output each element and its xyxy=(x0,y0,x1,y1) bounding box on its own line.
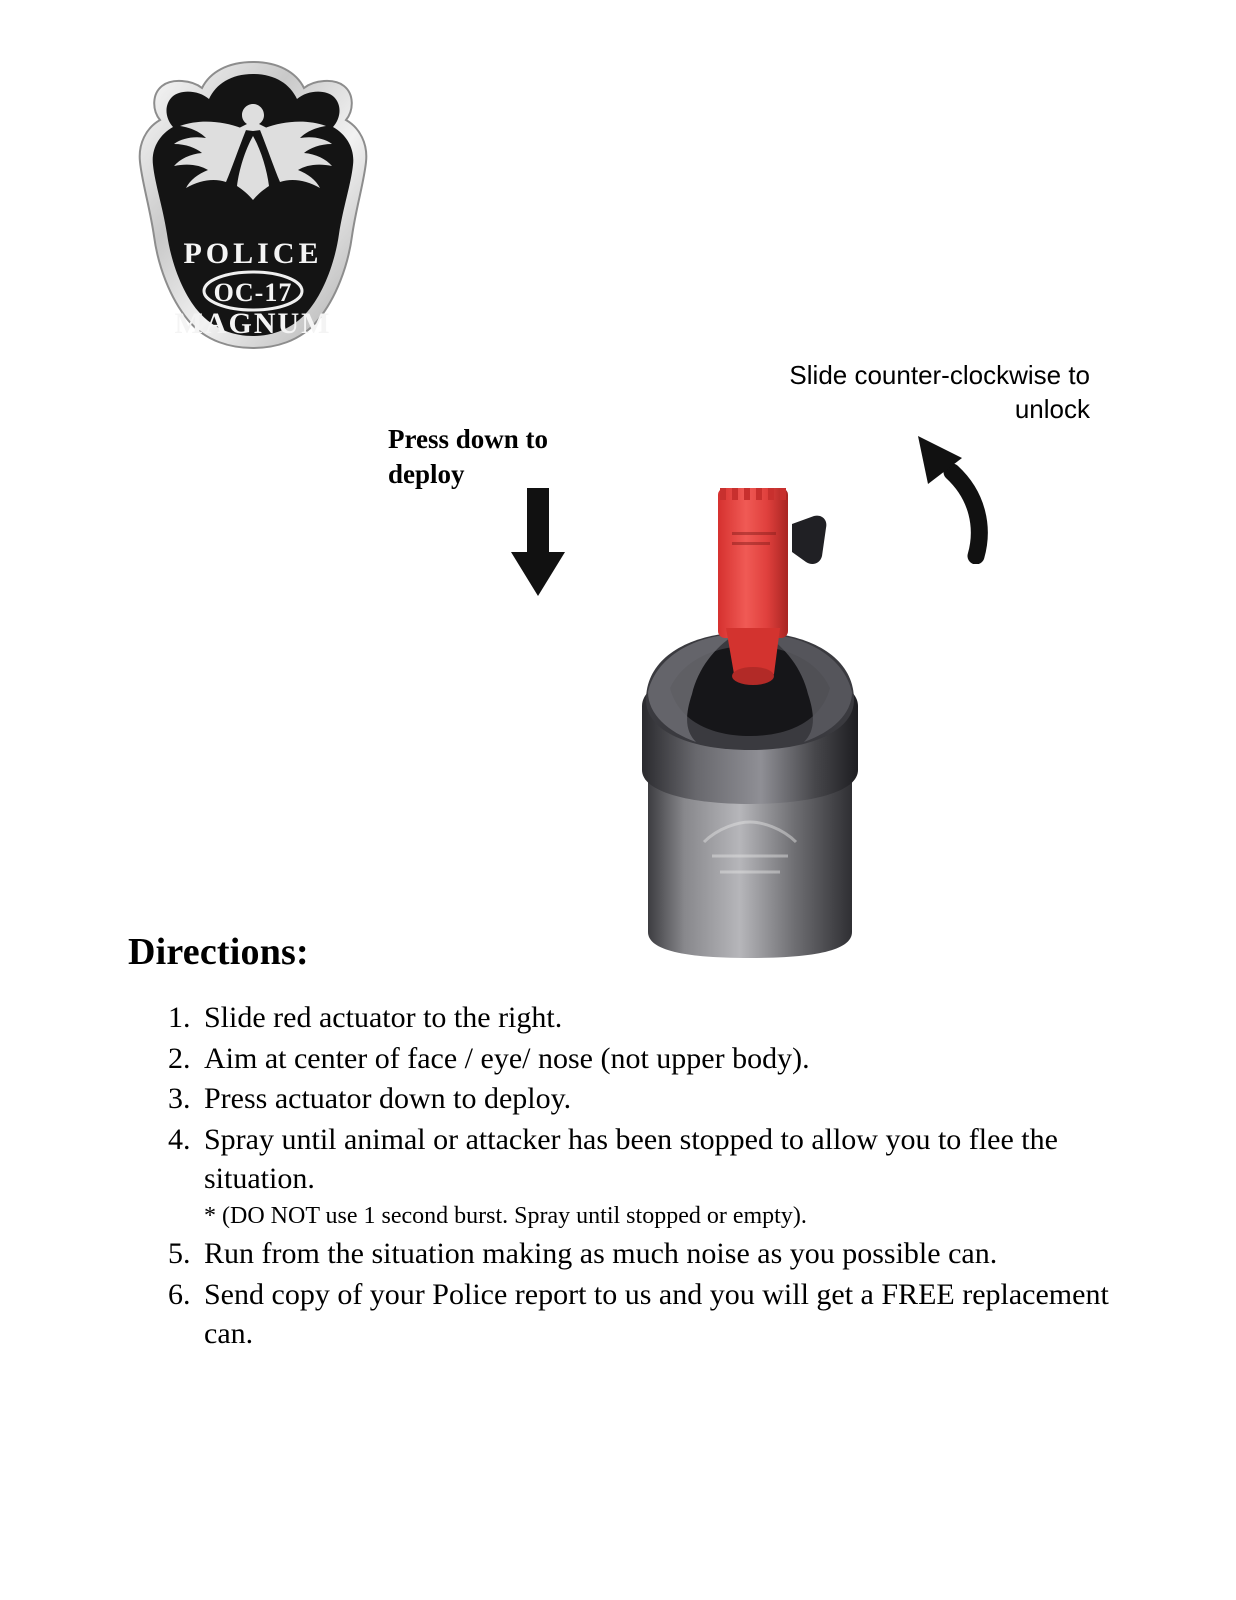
direction-note: * (DO NOT use 1 second burst. Spray until stopped or empty). xyxy=(204,1202,807,1229)
product-photo-pepper-spray xyxy=(600,470,900,970)
badge-bottom-text: MAGNUM xyxy=(174,307,332,340)
list-item xyxy=(198,1079,1148,1119)
directions-list xyxy=(160,998,1148,1355)
list-item xyxy=(198,998,1148,1038)
callout-slide-unlock: Slide counter-clockwise to unlock xyxy=(789,360,1090,425)
direction-step-text: Run from the situation making as much noise as you possible can. xyxy=(204,1237,998,1271)
list-item xyxy=(198,1234,1148,1274)
direction-step-text: Spray until animal or attacker has been stopped to allow you to flee the situation. xyxy=(204,1122,1058,1196)
direction-step-text: Slide red actuator to the right. xyxy=(204,1001,563,1034)
police-oc-17-magnum-badge-logo xyxy=(128,58,378,350)
arrow-down-icon xyxy=(505,488,571,598)
direction-step-text: Press actuator down to deploy. xyxy=(204,1082,572,1116)
badge-center-text: OC-17 xyxy=(213,278,293,307)
callout-press-down: Press down to deploy xyxy=(388,424,549,489)
eagle-badge-icon xyxy=(128,58,378,350)
badge-top-text: POLICE xyxy=(183,237,323,270)
direction-step-text: Send copy of your Police report to us and you will get a FREE replacement can. xyxy=(204,1277,1109,1351)
directions-heading: Directions: xyxy=(128,931,309,973)
direction-step-text: Aim at center of face / eye/ nose (not upper body). xyxy=(204,1041,810,1075)
list-item xyxy=(198,1120,1148,1232)
list-item xyxy=(198,1275,1148,1354)
list-item xyxy=(198,1039,1148,1079)
